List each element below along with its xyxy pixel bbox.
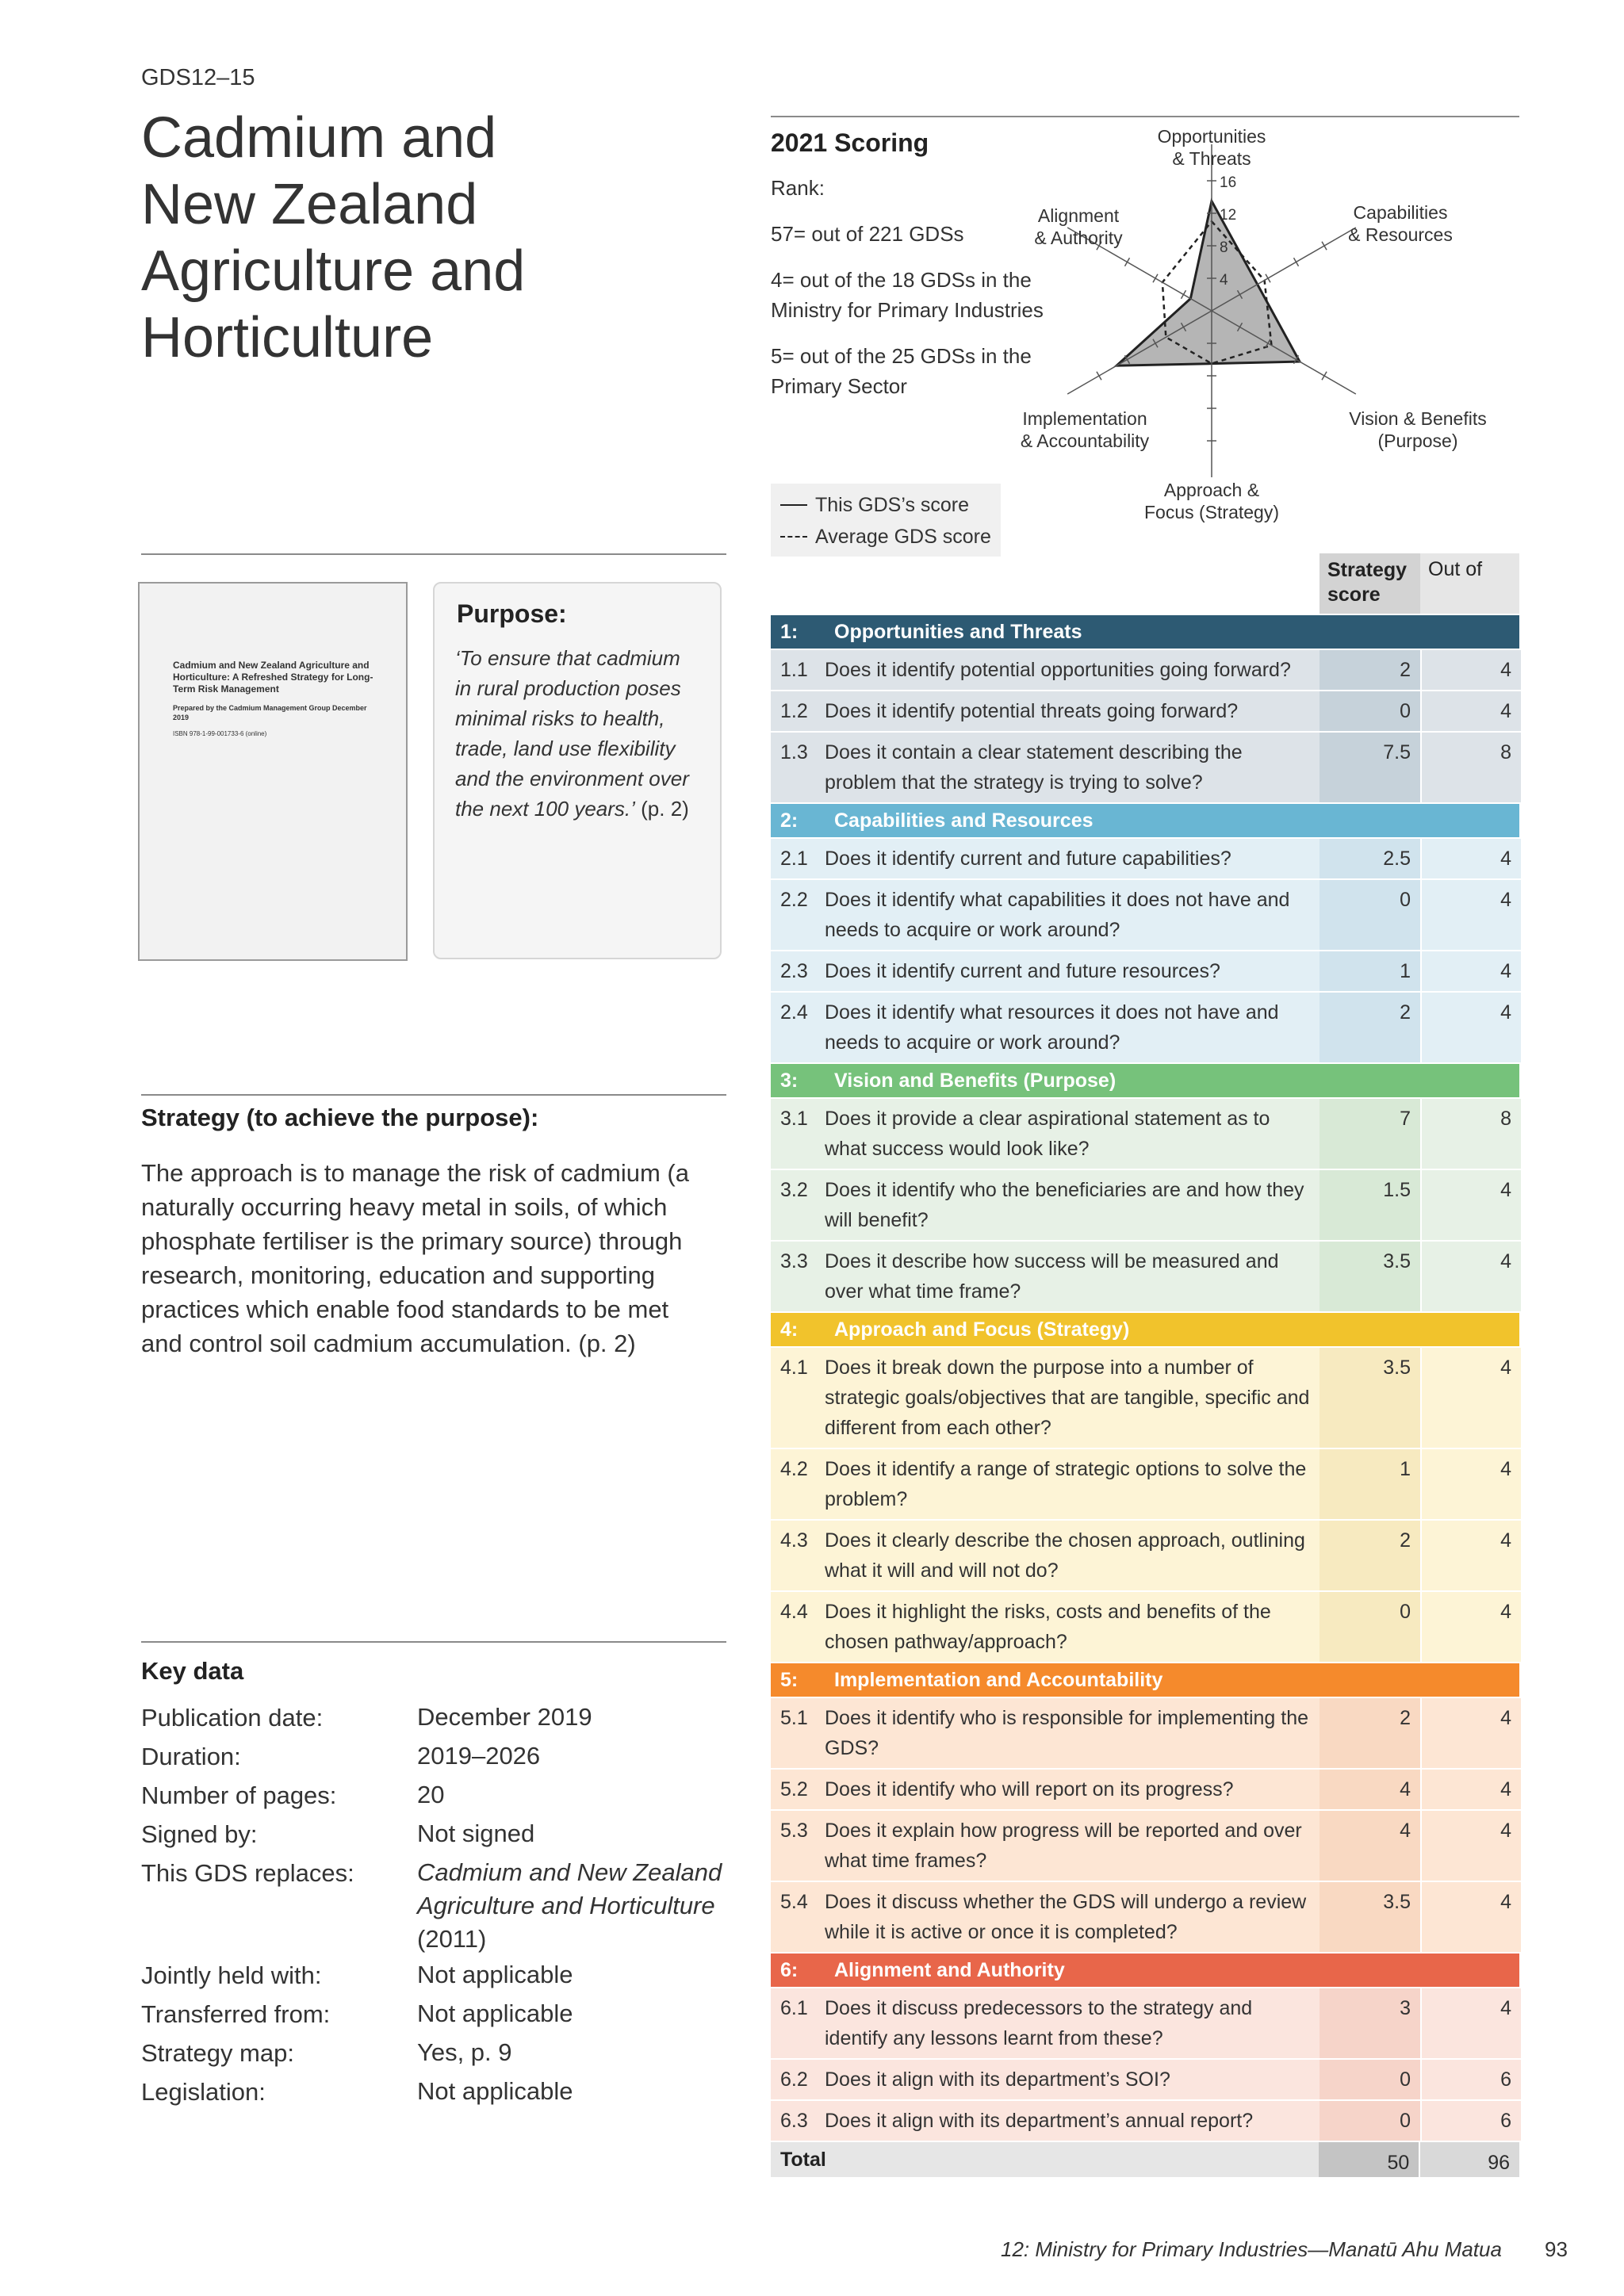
total-row bbox=[771, 2142, 1519, 2177]
cover-prepared: Prepared by the Cadmium Management Group December 2019 bbox=[173, 704, 367, 721]
question-text: Does it discuss predecessors to the strategy and identify any lessons learnt from these? bbox=[825, 1988, 1320, 2058]
strategy-score: 0 bbox=[1320, 2060, 1420, 2099]
out-of-score: 4 bbox=[1422, 880, 1521, 950]
key-data-label: Legislation: bbox=[141, 2078, 266, 2106]
key-data-value: Not signed bbox=[417, 1820, 535, 1847]
key-data-value-suffix: (2011) bbox=[417, 1925, 487, 1953]
radar-axis-label: Vision & Benefits bbox=[1349, 408, 1487, 429]
title-line: Cadmium and bbox=[141, 106, 497, 170]
question-number: 4.2 bbox=[771, 1449, 825, 1519]
strategy-score: 2 bbox=[1320, 1521, 1420, 1590]
question-number: 3.3 bbox=[771, 1242, 825, 1311]
radar-tick-label: 8 bbox=[1220, 239, 1228, 256]
key-data-label: Transferred from: bbox=[141, 2000, 331, 2028]
purpose-card bbox=[433, 582, 722, 959]
strategy-score: 0 bbox=[1320, 2101, 1420, 2141]
question-text: Does it identify what capabilities it does not have and needs to acquire or work around? bbox=[825, 880, 1320, 950]
strategy-score: 1 bbox=[1320, 951, 1420, 991]
radar-chart bbox=[1020, 121, 1554, 533]
table-row bbox=[771, 2101, 1519, 2141]
table-row bbox=[771, 1770, 1519, 1809]
key-data-row bbox=[141, 1737, 728, 1776]
radar-legend bbox=[771, 484, 1001, 557]
key-data-label: Signed by: bbox=[141, 1820, 258, 1848]
question-text: Does it identify who is responsible for implementing the GDS? bbox=[825, 1698, 1320, 1768]
key-data-row bbox=[141, 1815, 728, 1854]
out-of-score: 4 bbox=[1422, 1170, 1521, 1240]
section-header bbox=[771, 1313, 1519, 1346]
radar-tick bbox=[1097, 372, 1101, 380]
section-title: Vision and Benefits (Purpose) bbox=[834, 1069, 1116, 1092]
out-of-score: 4 bbox=[1422, 1521, 1521, 1590]
question-text: Does it contain a clear statement describing the problem that the strategy is trying to solve? bbox=[825, 733, 1320, 802]
radar-tick-label: 12 bbox=[1220, 207, 1237, 224]
title-line: Agriculture and bbox=[141, 239, 526, 303]
question-number: 2.1 bbox=[771, 839, 825, 878]
title-line: Horticulture bbox=[141, 306, 434, 369]
rank-ministry: 4= out of the 18 GDSs in the Ministry for Primary Industries bbox=[771, 268, 1044, 322]
question-number: 4.3 bbox=[771, 1521, 825, 1590]
section-title: Opportunities and Threats bbox=[834, 620, 1082, 643]
out-of-score: 6 bbox=[1422, 2060, 1521, 2099]
document-cover-thumbnail bbox=[138, 582, 408, 961]
gds-code: GDS12–15 bbox=[141, 65, 255, 90]
strategy-score: 4 bbox=[1320, 1770, 1420, 1809]
table-row bbox=[771, 1698, 1519, 1768]
scoring-table bbox=[771, 553, 1519, 2177]
dashed-line-swatch bbox=[780, 536, 807, 538]
table-row bbox=[771, 951, 1519, 991]
question-number: 2.2 bbox=[771, 880, 825, 950]
out-of-score: 4 bbox=[1422, 993, 1521, 1062]
strategy-score: 1.5 bbox=[1320, 1170, 1420, 1240]
key-data-value: Not applicable bbox=[417, 1999, 573, 2027]
question-number: 4.4 bbox=[771, 1592, 825, 1662]
strategy-score: 1 bbox=[1320, 1449, 1420, 1519]
question-number: 5.2 bbox=[771, 1770, 825, 1809]
table-row bbox=[771, 2060, 1519, 2099]
divider bbox=[141, 1641, 726, 1643]
key-data-row bbox=[141, 2034, 728, 2072]
strategy-score: 3.5 bbox=[1320, 1242, 1420, 1311]
out-of-score: 4 bbox=[1422, 1348, 1521, 1448]
question-text: Does it identify potential threats going forward? bbox=[825, 691, 1320, 731]
radar-axis-label: Approach & bbox=[1163, 480, 1260, 500]
key-data-value: Not applicable bbox=[417, 2077, 573, 2105]
question-number: 5.3 bbox=[771, 1811, 825, 1881]
radar-axis-label: & Authority bbox=[1034, 228, 1123, 248]
radar-axis-label: Opportunities bbox=[1157, 126, 1266, 147]
rank-overall: 57= out of 221 GDSs bbox=[771, 222, 964, 246]
out-of-score: 8 bbox=[1422, 1099, 1521, 1169]
strategy-body: The approach is to manage the risk of cadmium (a naturally occurring heavy metal in soils, of which phosphate fertiliser is the primary source) through research, monitoring, education and supporting practices which enable food standards to be met and control soil cadmium accumulation. (p. 2) bbox=[141, 1159, 689, 1357]
purpose-heading: Purpose: bbox=[457, 599, 567, 628]
question-text: Does it highlight the risks, costs and benefits of the chosen pathway/approach? bbox=[825, 1592, 1320, 1662]
section-header bbox=[771, 615, 1519, 649]
section-header bbox=[771, 1064, 1519, 1097]
question-number: 6.3 bbox=[771, 2101, 825, 2141]
strategy-score: 3.5 bbox=[1320, 1882, 1420, 1952]
key-data-label: Publication date: bbox=[141, 1704, 324, 1732]
rank-label: Rank: bbox=[771, 176, 825, 200]
strategy-score: 7 bbox=[1320, 1099, 1420, 1169]
section-number: 5: bbox=[780, 1668, 799, 1691]
radar-axis-label: & Accountability bbox=[1020, 430, 1150, 451]
table-row bbox=[771, 650, 1519, 690]
key-data-row bbox=[141, 1956, 728, 1995]
out-of-score: 4 bbox=[1422, 839, 1521, 878]
out-of-score: 8 bbox=[1422, 733, 1521, 802]
radar-axis-label: Capabilities bbox=[1353, 202, 1448, 223]
table-row bbox=[771, 1348, 1519, 1448]
question-text: Does it identify what resources it does not have and needs to acquire or work around? bbox=[825, 993, 1320, 1062]
section-title: Capabilities and Resources bbox=[834, 809, 1094, 832]
purpose-quote bbox=[455, 643, 699, 824]
key-data-value: December 2019 bbox=[417, 1703, 592, 1731]
strategy-score: 3 bbox=[1320, 1988, 1420, 2058]
strategy-score: 7.5 bbox=[1320, 733, 1420, 802]
radar-axis-label: (Purpose) bbox=[1377, 430, 1458, 451]
footer-text bbox=[1001, 2237, 1502, 2262]
radar-axis-label: Focus (Strategy) bbox=[1144, 502, 1279, 522]
section-number: 6: bbox=[780, 1958, 799, 1981]
question-text: Does it identify current and future capabilities? bbox=[825, 839, 1320, 878]
strategy-score: 2 bbox=[1320, 1698, 1420, 1768]
question-text: Does it align with its department’s SOI? bbox=[825, 2060, 1320, 2099]
question-number: 1.3 bbox=[771, 733, 825, 802]
radar-tick bbox=[1124, 258, 1129, 266]
out-of-score: 4 bbox=[1422, 1449, 1521, 1519]
radar-axis-label: & Resources bbox=[1348, 224, 1453, 245]
key-data-label: Duration: bbox=[141, 1743, 241, 1770]
out-of-score: 4 bbox=[1422, 951, 1521, 991]
table-row bbox=[771, 1449, 1519, 1519]
radar-axis-label: & Threats bbox=[1172, 148, 1251, 169]
footer-ministry: 12: Ministry for Primary Industries—Manatū Ahu Matua bbox=[1001, 2237, 1502, 2261]
question-number: 5.1 bbox=[771, 1698, 825, 1768]
key-data-value: 2019–2026 bbox=[417, 1742, 541, 1770]
radar-tick bbox=[1322, 372, 1327, 380]
question-number: 3.2 bbox=[771, 1170, 825, 1240]
out-of-score: 4 bbox=[1422, 650, 1521, 690]
section-title: Implementation and Accountability bbox=[834, 1668, 1163, 1691]
out-of-score: 4 bbox=[1422, 1882, 1521, 1952]
key-data-list bbox=[141, 1698, 728, 2111]
total-out-of: 96 bbox=[1420, 2142, 1519, 2177]
question-number: 1.1 bbox=[771, 650, 825, 690]
radar-tick bbox=[1294, 258, 1299, 266]
table-row bbox=[771, 691, 1519, 731]
key-data-value: Yes, p. 9 bbox=[417, 2038, 512, 2066]
table-row bbox=[771, 1811, 1519, 1881]
strategy-score: 0 bbox=[1320, 1592, 1420, 1662]
key-data-value: 20 bbox=[417, 1781, 445, 1808]
table-row bbox=[771, 733, 1519, 802]
section-number: 2: bbox=[780, 809, 799, 832]
legend-average: Average GDS score bbox=[815, 526, 991, 548]
header-strategy-score: Strategy score bbox=[1320, 553, 1420, 614]
strategy-score: 3.5 bbox=[1320, 1348, 1420, 1448]
question-text: Does it identify who will report on its progress? bbox=[825, 1770, 1320, 1809]
rank-sector: 5= out of the 25 GDSs in the Primary Sector bbox=[771, 344, 1032, 398]
cover-title: Cadmium and New Zealand Agriculture and Horticulture: A Refreshed Strategy for Long-Term Risk Management bbox=[173, 660, 373, 695]
table-row bbox=[771, 1099, 1519, 1169]
question-number: 2.4 bbox=[771, 993, 825, 1062]
question-text: Does it break down the purpose into a number of strategic goals/objectives that are tangible, specific and different from each other? bbox=[825, 1348, 1320, 1448]
rank-block bbox=[771, 173, 1056, 401]
out-of-score: 4 bbox=[1422, 1988, 1521, 2058]
purpose-quote-text: ‘To ensure that cadmium in rural production poses minimal risks to health, trade, land use flexibility and the environment over the next 100 years.’ bbox=[455, 646, 689, 821]
table-row bbox=[771, 1882, 1519, 1952]
out-of-score: 4 bbox=[1422, 1811, 1521, 1881]
title-line: New Zealand bbox=[141, 173, 478, 236]
question-text: Does it provide a clear aspirational statement as to what success would look like? bbox=[825, 1099, 1320, 1169]
radar-tick bbox=[1181, 290, 1185, 298]
question-text: Does it align with its department’s annual report? bbox=[825, 2101, 1320, 2141]
radar-tick bbox=[1153, 274, 1158, 282]
question-text: Does it explain how progress will be reported and over what time frames? bbox=[825, 1811, 1320, 1881]
strategy-score: 4 bbox=[1320, 1811, 1420, 1881]
table-row bbox=[771, 1242, 1519, 1311]
question-number: 6.2 bbox=[771, 2060, 825, 2099]
radar-tick-label: 16 bbox=[1220, 174, 1237, 191]
radar-axis-label: Alignment bbox=[1037, 205, 1120, 226]
page-number: 93 bbox=[1545, 2237, 1568, 2261]
solid-line-swatch bbox=[780, 504, 807, 506]
strategy-score: 2 bbox=[1320, 993, 1420, 1062]
page-title bbox=[141, 105, 712, 371]
divider bbox=[141, 1094, 726, 1096]
section-number: 4: bbox=[780, 1318, 799, 1341]
key-data-label: Number of pages: bbox=[141, 1781, 337, 1809]
question-text: Does it clearly describe the chosen approach, outlining what it will and will not do? bbox=[825, 1521, 1320, 1590]
question-text: Does it discuss whether the GDS will undergo a review while it is active or once it is completed? bbox=[825, 1882, 1320, 1952]
key-data-value bbox=[417, 1854, 728, 1956]
strategy-score: 2.5 bbox=[1320, 839, 1420, 878]
section-header bbox=[771, 1954, 1519, 1987]
section-title: Approach and Focus (Strategy) bbox=[834, 1318, 1130, 1341]
section-header bbox=[771, 1663, 1519, 1697]
question-text: Does it identify a range of strategic options to solve the problem? bbox=[825, 1449, 1320, 1519]
section-number: 1: bbox=[780, 620, 799, 643]
radar-tick-label: 4 bbox=[1220, 272, 1228, 289]
divider bbox=[141, 553, 726, 555]
strategy-score: 0 bbox=[1320, 691, 1420, 731]
table-row bbox=[771, 1592, 1519, 1662]
key-data-label: This GDS replaces: bbox=[141, 1859, 354, 1887]
table-row bbox=[771, 880, 1519, 950]
key-data-heading: Key data bbox=[141, 1657, 244, 1685]
key-data-label: Jointly held with: bbox=[141, 1961, 322, 1989]
table-header bbox=[771, 553, 1519, 614]
question-number: 5.4 bbox=[771, 1882, 825, 1952]
key-data-label: Strategy map: bbox=[141, 2039, 294, 2067]
strategy-score: 0 bbox=[1320, 880, 1420, 950]
legend-this: This GDS’s score bbox=[815, 494, 970, 516]
table-row bbox=[771, 1170, 1519, 1240]
question-number: 2.3 bbox=[771, 951, 825, 991]
radar-tick bbox=[1322, 242, 1327, 250]
strategy-heading: Strategy (to achieve the purpose): bbox=[141, 1104, 539, 1131]
purpose-page-ref: (p. 2) bbox=[634, 797, 689, 821]
out-of-score: 4 bbox=[1422, 1592, 1521, 1662]
key-data-row bbox=[141, 1995, 728, 2034]
table-row bbox=[771, 993, 1519, 1062]
question-text: Does it describe how success will be measured and over what time frame? bbox=[825, 1242, 1320, 1311]
table-row bbox=[771, 839, 1519, 878]
total-label: Total bbox=[771, 2142, 1319, 2177]
scoring-title: 2021 Scoring bbox=[771, 128, 929, 157]
table-row bbox=[771, 1521, 1519, 1590]
key-data-row bbox=[141, 1698, 728, 1737]
out-of-score: 4 bbox=[1422, 1770, 1521, 1809]
header-out-of: Out of bbox=[1420, 553, 1519, 614]
question-number: 1.2 bbox=[771, 691, 825, 731]
key-data-value-italic: Cadmium and New Zealand Agriculture and Horticulture bbox=[417, 1858, 722, 1919]
key-data-row bbox=[141, 1854, 728, 1956]
question-number: 3.1 bbox=[771, 1099, 825, 1169]
question-text: Does it identify potential opportunities going forward? bbox=[825, 650, 1320, 690]
radar-tick bbox=[1266, 274, 1270, 282]
cover-isbn: ISBN 978-1-99-001733-6 (online) bbox=[173, 730, 267, 737]
out-of-score: 4 bbox=[1422, 1698, 1521, 1768]
out-of-score: 4 bbox=[1422, 1242, 1521, 1311]
question-number: 6.1 bbox=[771, 1988, 825, 2058]
key-data-row bbox=[141, 1776, 728, 1815]
divider bbox=[771, 116, 1519, 117]
total-score: 50 bbox=[1319, 2142, 1419, 2177]
question-text: Does it identify who the beneficiaries are and how they will benefit? bbox=[825, 1170, 1320, 1240]
out-of-score: 4 bbox=[1422, 691, 1521, 731]
section-number: 3: bbox=[780, 1069, 799, 1092]
question-text: Does it identify current and future resources? bbox=[825, 951, 1320, 991]
table-row bbox=[771, 1988, 1519, 2058]
key-data-row bbox=[141, 2072, 728, 2111]
section-header bbox=[771, 804, 1519, 837]
out-of-score: 6 bbox=[1422, 2101, 1521, 2141]
question-number: 4.1 bbox=[771, 1348, 825, 1448]
section-title: Alignment and Authority bbox=[834, 1958, 1065, 1981]
radar-axis-label: Implementation bbox=[1022, 408, 1147, 429]
key-data-value: Not applicable bbox=[417, 1961, 573, 1988]
strategy-score: 2 bbox=[1320, 650, 1420, 690]
